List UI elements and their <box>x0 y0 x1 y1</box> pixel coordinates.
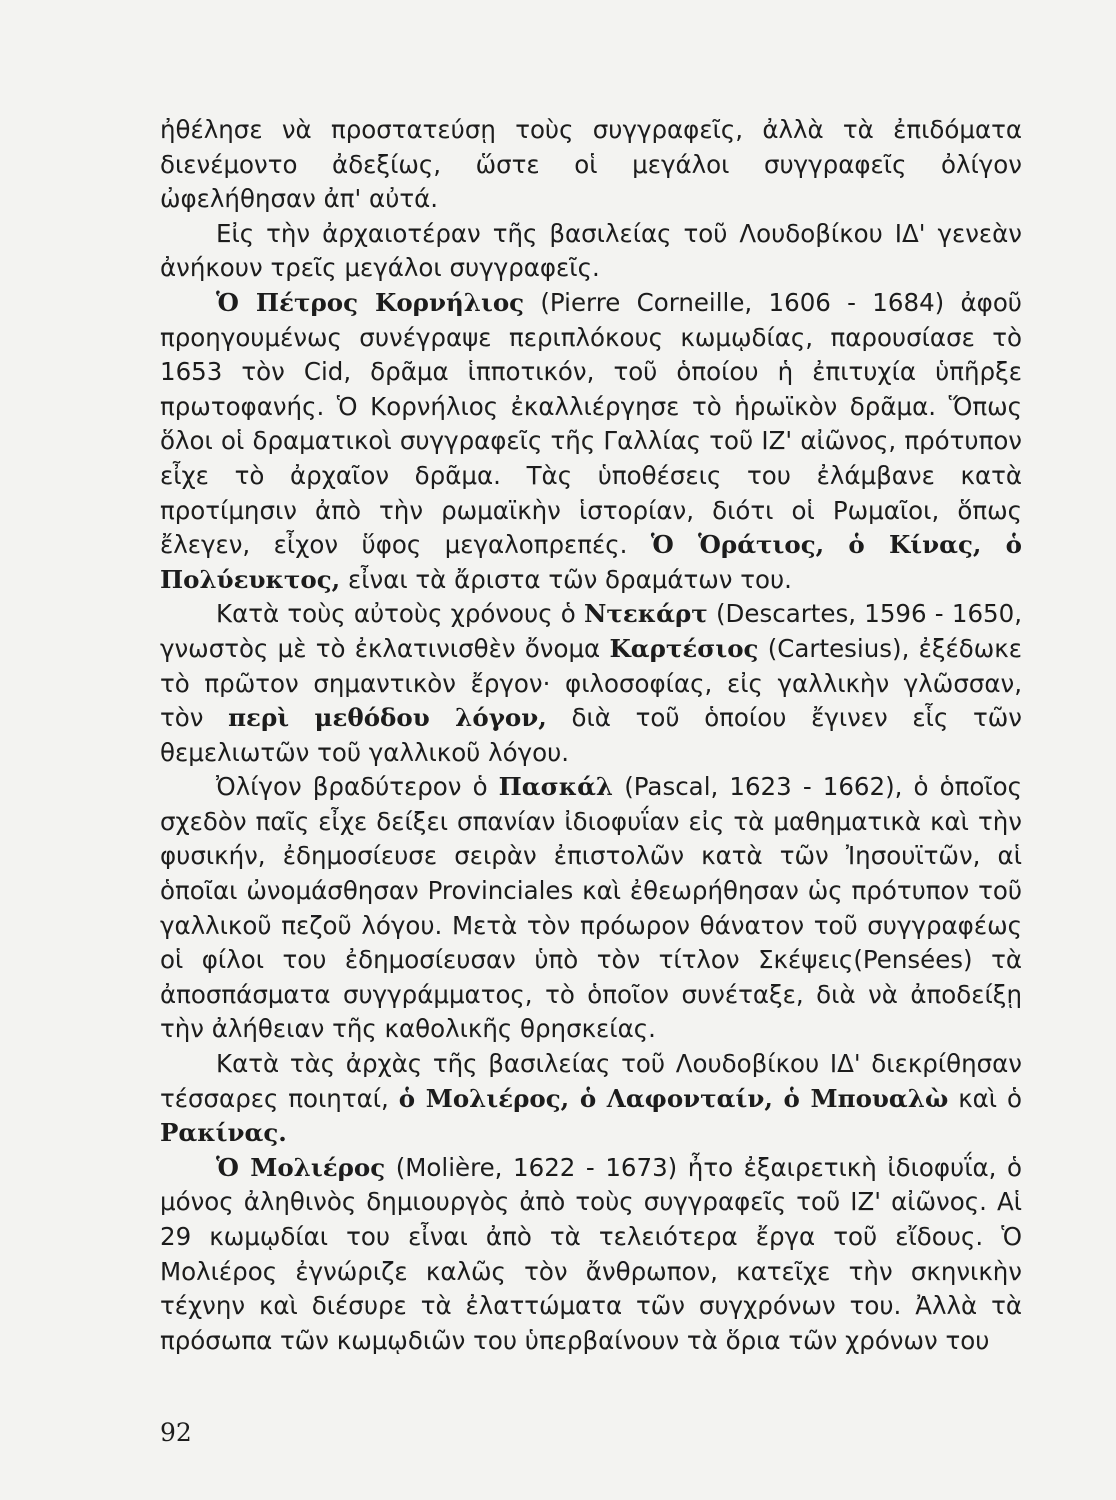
paragraph-pascal <box>160 770 1022 1047</box>
paragraph-2-text: Εἰς τὴν ἀρχαιοτέραν τῆς βασιλείας τοῦ Λουδοβίκου ΙΔ' γενεὰν ἀνήκουν τρεῖς μεγάλοι συγγραφεῖς. <box>160 218 1022 283</box>
name-descartes: Ντεκάρτ <box>584 599 708 629</box>
paragraph-poets-text-1: Κατὰ τὰς ἀρχὰς τῆς βασιλείας τοῦ Λουδοβίκου ΙΔ' διεκρίθησαν τέσσαρες ποιηταί, <box>160 1049 1022 1113</box>
body-text <box>160 113 1022 1358</box>
paragraph-descartes <box>160 597 1022 770</box>
paragraph-moliere <box>160 1151 1022 1359</box>
page-number: 92 <box>160 1418 192 1447</box>
paragraph-descartes-text-4: διὰ τοῦ ὁποίου ἔγινεν εἷς τῶν θεμελιωτῶν τοῦ γαλλικοῦ λόγου. <box>160 703 1022 767</box>
paragraph-poets <box>160 1047 1022 1151</box>
name-pascal: Πασκάλ <box>498 772 614 802</box>
paragraph-pascal-text-1: Ὀλίγον βραδύτερον ὁ <box>216 772 499 802</box>
paragraph-2 <box>160 217 1022 286</box>
paragraph-descartes-text-2: (Descartes, 1596 - 1650, γνωστὸς μὲ τὸ ἐκλατινισθὲν ὄνομα <box>160 599 1022 663</box>
name-racine: Ρακίνας. <box>160 1118 287 1148</box>
paragraph-pascal-text-2: (Pascal, 1623 - 1662), ὁ ὁποῖος σχεδὸν παῖς εἶχε δείξει σπανίαν ἰδιοφυΐαν εἰς τὰ μαθηματικὰ καὶ τὴν φυσικήν, ἐδημοσίευσε σειρὰν ἐπιστολῶν κατὰ τῶν Ἰησουϊτῶν, αἱ ὁποῖαι ὠνομάσθησαν Provinciales καὶ ἐθεωρήθησαν ὡς πρότυπον τοῦ γαλλικοῦ πεζοῦ λόγου. Μετὰ τὸν πρόωρον θάνατον τοῦ συγγραφέως οἱ φίλοι του ἐδημοσίευσαν ὑπὸ τὸν τίτλον Σκέψεις(Pensées) τὰ ἀποσπάσματα συγγράμματος, τὸ ὁποῖον συνέταξε, διὰ νὰ ἀποδείξῃ τὴν ἀλήθειαν τῆς καθολικῆς θρησκείας. <box>160 772 1022 1044</box>
paragraph-corneille <box>160 286 1022 597</box>
paragraph-corneille-text-1: (Pierre Corneille, 1606 - 1684) ἀφοῦ προηγουμένως συνέγραψε περιπλόκους κωμῳδίας, παρουσίασε τὸ 1653 τὸν Cid, δρᾶμα ἱπποτικόν, τοῦ ὁποίου ἡ ἐπιτυχία ὑπῆρξε πρωτοφανής. Ὁ Κορνήλιος ἐκαλλιέργησε τὸ ἡρωϊκὸν δρᾶμα. Ὅπως ὅλοι οἱ δραματικοὶ συγγραφεῖς τῆς Γαλλίας τοῦ ΙΖ' αἰῶνος, πρότυπον εἶχε τὸ ἀρχαῖον δρᾶμα. Τὰς ὑποθέσεις του ἐλάμβανε κατὰ προτίμησιν ἀπὸ τὴν ρωμαϊκὴν ἱστορίαν, διότι οἱ Ρωμαῖοι, ὅπως ἔλεγεν, εἶχον ὕφος μεγαλοπρεπές. <box>160 287 1022 560</box>
paragraph-moliere-text: (Molière, 1622 - 1673) ἦτο ἐξαιρετικὴ ἰδιοφυΐα, ὁ μόνος ἀληθινὸς δημιουργὸς ἀπὸ τοὺς συγγραφεῖς τοῦ ΙΖ' αἰῶνος. Αἱ 29 κωμῳδίαι του εἶναι ἀπὸ τὰ τελειότερα ἔργα τοῦ εἴδους. Ὁ Μολιέρος ἐγνώριζε καλῶς τὸν ἄνθρωπον, κατεῖχε τὴν σκηνικὴν τέχνην καὶ διέσυρε τὰ ἐλαττώματα τῶν συγχρόνων του. Ἀλλὰ τὰ πρόσωπα τῶν κωμῳδιῶν του ὑπερβαίνουν τὰ ὅρια τῶν χρόνων του <box>160 1152 1022 1355</box>
corneille-works: Ὁ Ὁράτιος, ὁ Κίνας, ὁ Πολύευκτος, <box>160 530 1022 594</box>
paragraph-corneille-text-2: εἶναι τὰ ἄριστα τῶν δραμάτων του. <box>340 564 792 594</box>
paragraph-descartes-text-3: (Cartesius), ἐξέδωκε τὸ πρῶτον σημαντικὸν ἔργον· φιλοσοφίας, εἰς γαλλικὴν γλῶσσαν, τὸν <box>160 633 1022 733</box>
work-discourse-method: περὶ μεθόδου λόγον, <box>228 703 547 733</box>
name-corneille: Ὁ Πέτρος Κορνήλιος <box>216 287 525 317</box>
names-poets: ὁ Μολιέρος, ὁ Λαφονταίν, ὁ Μπουαλὼ <box>398 1083 949 1113</box>
paragraph-1-text: ἠθέλησε νὰ προστατεύσῃ τοὺς συγγραφεῖς, ἀλλὰ τὰ ἐπιδόματα διενέμοντο ἀδεξίως, ὥστε οἱ μεγάλοι συγγραφεῖς ὀλίγον ὠφελήθησαν ἀπ' αὐτά. <box>160 115 1022 214</box>
paragraph-poets-text-2: καὶ ὁ <box>948 1083 1022 1113</box>
paragraph-1 <box>160 113 1022 217</box>
name-cartesius: Καρτέσιος <box>609 633 759 663</box>
name-moliere: Ὁ Μολιέρος <box>216 1152 386 1182</box>
paragraph-descartes-text-1: Κατὰ τοὺς αὐτοὺς χρόνους ὁ <box>216 599 584 629</box>
